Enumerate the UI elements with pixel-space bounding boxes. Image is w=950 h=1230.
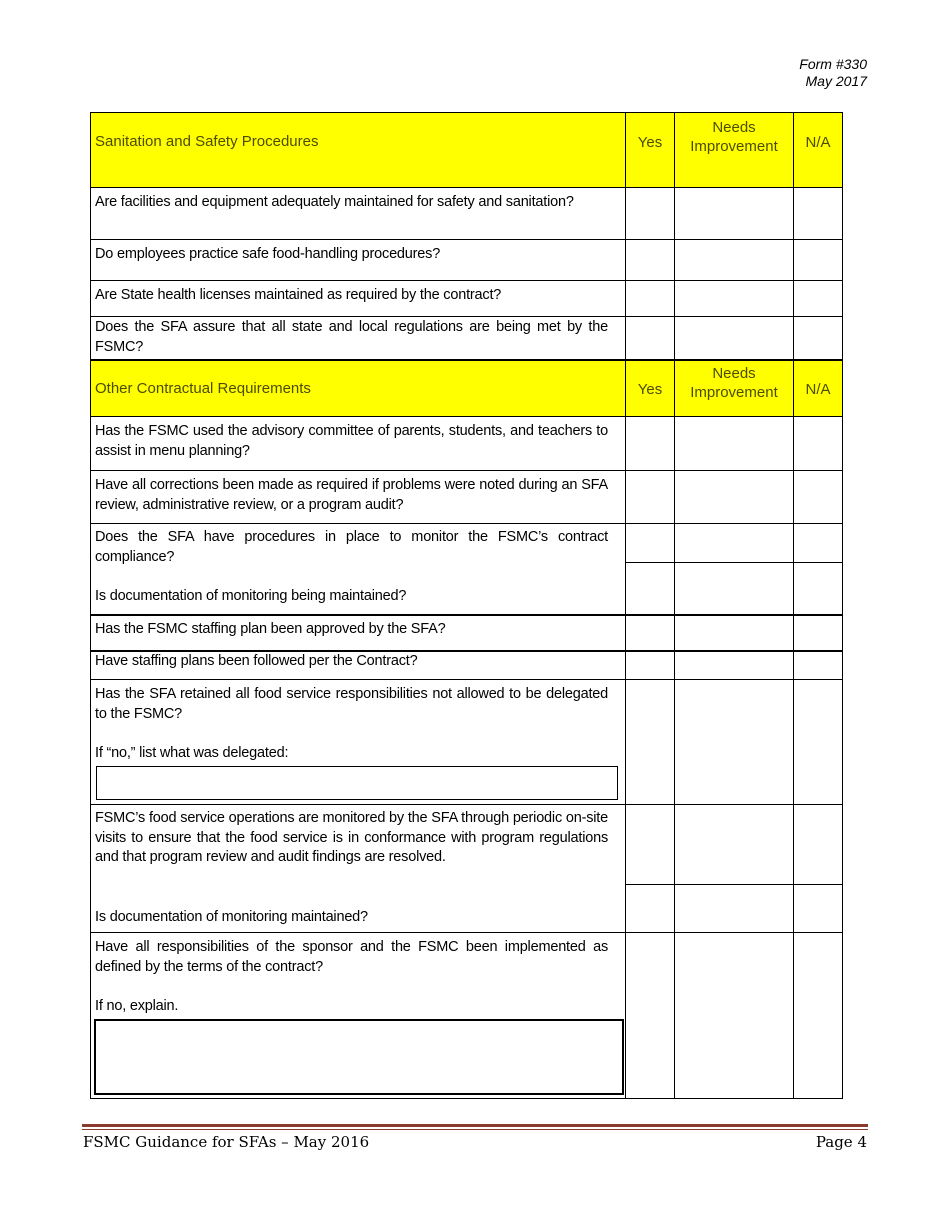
page-number: Page 4 (815, 1133, 867, 1151)
column-na-header: N/A (805, 134, 831, 151)
answer-cell-needs-improvement[interactable] (675, 616, 793, 650)
answer-cell-na[interactable] (794, 652, 842, 679)
section-title: Sanitation and Safety Procedures (95, 133, 319, 150)
answer-cell-needs-improvement[interactable] (675, 563, 793, 614)
answer-cell-needs-improvement[interactable] (675, 524, 793, 562)
answer-cell-yes[interactable] (626, 805, 674, 884)
column-needs-improvement-header: Needs Improvement (690, 365, 778, 401)
question-text: Is documentation of monitoring being maintained? (95, 588, 407, 604)
question-text: Has the FSMC used the advisory committee of parents, students, and teachers to assist in menu planning? (95, 423, 608, 459)
answer-cell-yes[interactable] (626, 281, 674, 316)
question-text: If no, explain. (95, 998, 179, 1014)
footer-rule (82, 1124, 868, 1127)
answer-cell-needs-improvement[interactable] (675, 933, 793, 1098)
question-text: Has the FSMC staffing plan been approved by the SFA? (95, 621, 446, 637)
answer-cell-na[interactable] (794, 240, 842, 280)
question-text: Do employees practice safe food-handling procedures? (95, 246, 441, 262)
question-text: If “no,” list what was delegated: (95, 745, 289, 761)
answer-cell-yes[interactable] (626, 188, 674, 239)
form-date: May 2017 (805, 73, 867, 89)
answer-cell-na[interactable] (794, 188, 842, 239)
answer-cell-na[interactable] (794, 417, 842, 470)
answer-cell-yes[interactable] (626, 417, 674, 470)
form-number: Form #330 (799, 56, 867, 72)
answer-cell-na[interactable] (794, 524, 842, 562)
answer-cell-na[interactable] (794, 281, 842, 316)
delegated-responsibilities-field[interactable] (96, 766, 618, 800)
column-na-header: N/A (805, 381, 831, 398)
question-text: Does the SFA assure that all state and local regulations are being met by the FSMC? (95, 319, 608, 355)
answer-cell-needs-improvement[interactable] (675, 680, 793, 804)
answer-cell-needs-improvement[interactable] (675, 188, 793, 239)
footer-title: FSMC Guidance for SFAs – May 2016 (83, 1133, 370, 1151)
question-text: FSMC’s food service operations are monitored by the SFA through periodic on-site visits to ensure that the food service is in conformance with program regulations and that program review and audit findings are resolved. (95, 810, 608, 865)
answer-cell-needs-improvement[interactable] (675, 885, 793, 932)
question-text: Are facilities and equipment adequately maintained for safety and sanitation? (95, 194, 574, 210)
answer-cell-na[interactable] (794, 317, 842, 359)
answer-cell-na[interactable] (794, 885, 842, 932)
column-needs-improvement-header: Needs Improvement (690, 119, 778, 155)
answer-cell-na[interactable] (794, 616, 842, 650)
answer-cell-na[interactable] (794, 933, 842, 1098)
question-text: Have all responsibilities of the sponsor and the FSMC been implemented as defined by the terms of the contract? (95, 939, 608, 975)
answer-cell-needs-improvement[interactable] (675, 417, 793, 470)
answer-cell-na[interactable] (794, 680, 842, 804)
answer-cell-yes[interactable] (626, 240, 674, 280)
answer-cell-yes[interactable] (626, 680, 674, 804)
answer-cell-needs-improvement[interactable] (675, 652, 793, 679)
footer-rule (82, 1129, 868, 1130)
answer-cell-na[interactable] (794, 805, 842, 884)
section-title: Other Contractual Requirements (95, 380, 311, 397)
answer-cell-needs-improvement[interactable] (675, 317, 793, 359)
question-text: Have staffing plans been followed per the Contract? (95, 653, 418, 669)
answer-cell-yes[interactable] (626, 524, 674, 562)
answer-cell-needs-improvement[interactable] (675, 281, 793, 316)
question-text: Has the SFA retained all food service responsibilities not allowed to be delegated to the FSMC? (95, 686, 608, 722)
answer-cell-yes[interactable] (626, 563, 674, 614)
question-text: Is documentation of monitoring maintained? (95, 909, 368, 925)
question-text: Have all corrections been made as required if problems were noted during an SFA review, administrative review, or a program audit? (95, 477, 608, 513)
explanation-field[interactable] (94, 1019, 624, 1095)
answer-cell-na[interactable] (794, 563, 842, 614)
answer-cell-needs-improvement[interactable] (675, 805, 793, 884)
answer-cell-yes[interactable] (626, 652, 674, 679)
column-yes-header: Yes (637, 134, 663, 151)
answer-cell-yes[interactable] (626, 471, 674, 523)
answer-cell-yes[interactable] (626, 933, 674, 1098)
answer-cell-yes[interactable] (626, 885, 674, 932)
answer-cell-na[interactable] (794, 471, 842, 523)
answer-cell-needs-improvement[interactable] (675, 471, 793, 523)
answer-cell-yes[interactable] (626, 317, 674, 359)
answer-cell-yes[interactable] (626, 616, 674, 650)
question-text: Does the SFA have procedures in place to monitor the FSMC’s contract compliance? (95, 529, 608, 565)
column-yes-header: Yes (637, 381, 663, 398)
question-text: Are State health licenses maintained as required by the contract? (95, 287, 502, 303)
answer-cell-needs-improvement[interactable] (675, 240, 793, 280)
